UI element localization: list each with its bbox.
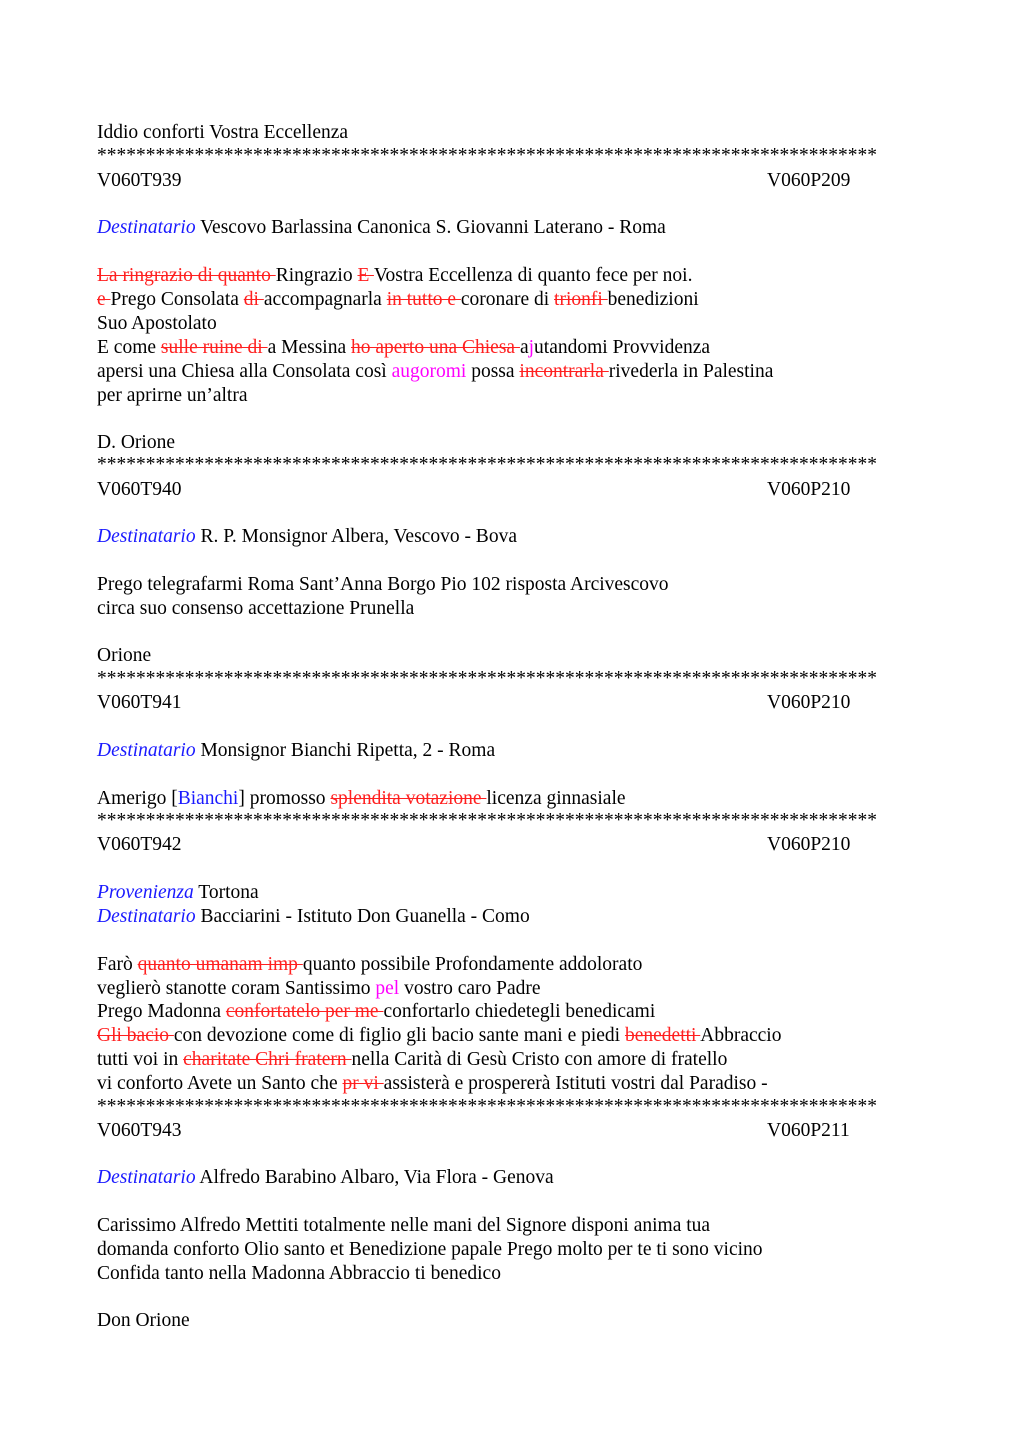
text-line: Confida tanto nella Madonna Abbraccio ti benedico [97,1263,501,1284]
text-span: a [519,337,529,358]
inserted-text: augoromi [391,361,467,382]
separator: ******************************************************************************** [97,810,877,831]
recipient-value: R. P. Monsignor Albera, Vescovo - Bova [200,526,517,547]
text-line [97,1000,655,1024]
text-span: Vostra Eccellenza di quanto fece per noi. [373,265,693,286]
text-span: Abbraccio [700,1025,782,1046]
signature: D. Orione [97,432,175,453]
text-span: coronare di [460,289,555,310]
text-line: Suo Apostolato [97,313,217,334]
text-line [97,360,773,384]
text-span: confortarlo chiedetegli benedicami [383,1001,656,1022]
text-span: quanto possibile Profondamente addolorato [302,954,643,975]
separator: ******************************************************************************** [97,145,877,166]
inserted-text: pel [375,978,400,999]
deleted-text: di [243,289,264,310]
recipient-label: Destinatario [97,740,196,761]
deleted-text: confortatelo per me [225,1001,384,1022]
text-span: Ringrazio [275,265,358,286]
closing-line: Iddio conforti Vostra Eccellenza [97,122,349,143]
text-span: Amerigo [ [97,788,178,809]
page-code: V060P210 [767,479,851,500]
text-line: Prego telegrafarmi Roma Sant’Anna Borgo Pio 102 risposta Arcivescovo [97,574,669,595]
page-code: V060P209 [767,170,851,191]
signature: Don Orione [97,1310,190,1331]
deleted-text: charitate Chri fratern [183,1049,352,1070]
deleted-text: pr vi [342,1073,384,1094]
telegram-code: V060T943 [97,1120,182,1141]
deleted-text: ho aperto una Chiesa [351,337,520,358]
text-span: licenza ginnasiale [486,788,626,809]
recipient-label: Destinatario [97,906,196,927]
text-span: accompagnarla [263,289,387,310]
text-span: con devozione come di figlio gli bacio sante mani e piedi [173,1025,625,1046]
origin-line [97,881,259,905]
recipient-label: Destinatario [97,526,196,547]
editorial-insert: Bianchi [177,788,239,809]
telegram-code: V060T939 [97,170,182,191]
text-span: utandomi Provvidenza [534,337,711,358]
separator: ******************************************************************************** [97,454,877,475]
separator: ******************************************************************************** [97,1096,877,1117]
recipient-line [97,216,666,240]
recipient-value: Vescovo Barlassina Canonica S. Giovanni Laterano - Roma [200,217,666,238]
recipient-label: Destinatario [97,1167,196,1188]
deleted-text: sulle ruine di [160,337,268,358]
text-line [97,288,699,312]
recipient-line [97,905,530,929]
page-code: V060P210 [767,834,851,855]
deleted-text: La ringrazio di quanto [97,265,276,286]
text-line [97,1048,727,1072]
text-line [97,953,642,977]
recipient-line [97,1166,554,1190]
text-line [97,336,710,360]
text-span: Prego Consolata [110,289,244,310]
text-line: domanda conforto Olio santo et Benedizione papale Prego molto per te ti sono vicino [97,1239,763,1260]
text-span: nella Carità di Gesù Cristo con amore di fratello [351,1049,728,1070]
deleted-text: benedetti [624,1025,701,1046]
origin-label: Provenienza [97,882,194,903]
separator: ******************************************************************************** [97,668,877,689]
page-code: V060P211 [767,1120,850,1141]
recipient-value: Monsignor Bianchi Ripetta, 2 - Roma [200,740,496,761]
origin-value: Tortona [198,882,259,903]
deleted-text: incontrarla [519,361,609,382]
telegram-code: V060T941 [97,692,182,713]
signature: Orione [97,645,152,666]
recipient-line [97,525,517,549]
text-span: vostro caro Padre [399,978,541,999]
text-line [97,977,541,1001]
text-span: a Messina [267,337,351,358]
deleted-text: quanto umanam imp [137,954,303,975]
text-line [97,264,692,288]
text-line [97,787,626,811]
recipient-line [97,739,495,763]
telegram-code: V060T942 [97,834,182,855]
recipient-label: Destinatario [97,217,196,238]
text-line: per aprirne un’altra [97,385,248,406]
text-span: Farò [97,954,138,975]
deleted-text: e [97,289,111,310]
telegram-code: V060T940 [97,479,182,500]
text-span: vi conforto Avete un Santo che [97,1073,343,1094]
text-span: Prego Madonna [97,1001,226,1022]
text-span: veglierò stanotte coram Santissimo [97,978,376,999]
inserted-text: j [528,337,535,358]
deleted-text: Gli bacio [97,1025,174,1046]
text-line [97,1024,781,1048]
text-span: rivederla in Palestina [608,361,774,382]
text-span: possa [466,361,520,382]
text-span: benedizioni [607,289,699,310]
text-span: assisterà e prospererà Istituti vostri dal Paradiso - [383,1073,768,1094]
deleted-text: splendita votazione [330,788,487,809]
recipient-value: Bacciarini - Istituto Don Guanella - Como [200,906,530,927]
page-code: V060P210 [767,692,851,713]
deleted-text: in tutto e [386,289,461,310]
text-span: ] promosso [238,788,331,809]
text-span: apersi una Chiesa alla Consolata così [97,361,392,382]
text-span: E come [97,337,161,358]
text-span: tutti voi in [97,1049,184,1070]
recipient-value: Alfredo Barabino Albaro, Via Flora - Genova [199,1167,554,1188]
text-line [97,1072,768,1096]
deleted-text: trionfi [554,289,608,310]
text-line: Carissimo Alfredo Mettiti totalmente nelle mani del Signore disponi anima tua [97,1215,711,1236]
text-line: circa suo consenso accettazione Prunella [97,598,415,619]
deleted-text: E [357,265,374,286]
